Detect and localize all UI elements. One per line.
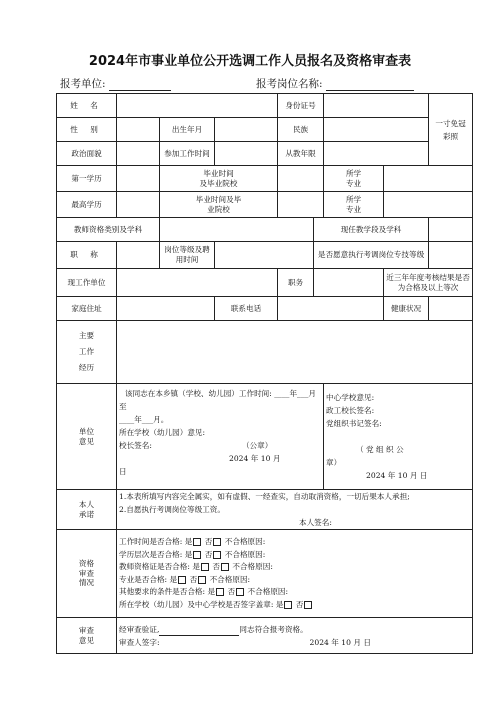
highest-major-cell[interactable] [384, 192, 473, 218]
address-cell[interactable] [117, 297, 215, 321]
post-level-label: 岗位等级及聘 用时间 [160, 242, 215, 269]
name-label: 姓 名 [57, 94, 117, 118]
first-grad-school-cell[interactable] [278, 166, 324, 192]
first-major-label: 所学 专业 [324, 166, 384, 192]
checkbox-icon[interactable] [284, 601, 292, 609]
qualification-review-label: 资格 审查 情况 [57, 530, 117, 618]
id-number-cell[interactable] [324, 94, 429, 118]
qual-line-major: 专业是否合格: 是 否 不合格原因: [119, 574, 251, 584]
report-unit-field [60, 76, 171, 91]
first-degree-cell[interactable] [117, 166, 160, 192]
party-secretary-sign: 党组织书记签名: [326, 419, 382, 428]
birth-cell[interactable] [215, 118, 278, 142]
school-opinion-cell[interactable] [117, 384, 324, 490]
address-label: 家庭住址 [57, 297, 117, 321]
highest-degree-label: 最高学历 [57, 192, 117, 218]
party-seal-label: （ 党 组 织 公 [356, 445, 404, 454]
teacher-cert-cell[interactable] [160, 218, 314, 242]
qual-line-education: 学历层次是否合格: 是 否 不合格原因: [119, 549, 266, 559]
commitment-line-2: 2.自愿执行考调岗位等级工资。 [119, 505, 225, 514]
qual-line-signature-seal: 所在学校（幼儿园）及中心学校是否签字盖章: 是 否 [119, 599, 470, 612]
duty-label: 职务 [278, 269, 314, 297]
qual-line-other: 其他要求的条件是否合格: 是 否 不合格原因: [119, 587, 289, 596]
qual-line-teacher-cert: 教师资格证是否合格: 是 否 不合格原因: [119, 562, 273, 571]
center-school-opinion-cell[interactable] [324, 384, 473, 490]
principal-sign-line [119, 439, 321, 452]
checkbox-icon[interactable] [213, 551, 221, 559]
report-post-label: 报考岗位名称: [256, 78, 323, 90]
checkbox-icon[interactable] [221, 563, 229, 571]
center-school-date: 2024 年 10 月 日 [366, 471, 428, 480]
teaching-years-label: 从教年限 [278, 142, 324, 166]
health-label: 健康状况 [384, 297, 429, 321]
first-degree-label: 第一学历 [57, 166, 117, 192]
photo-label-1: 一寸免冠 [435, 118, 466, 128]
accept-level-label: 是否愿意执行考调岗位专技等级 [314, 242, 429, 269]
highest-degree-cell[interactable] [117, 192, 160, 218]
birth-label: 出生年月 [160, 118, 215, 142]
review-line-2: 审查人签字: 2024 年 10 月 日 [119, 637, 371, 647]
checkbox-icon[interactable] [216, 588, 224, 596]
assessment-label: 近三年年度考核结果是否 为合格及以上等次 [384, 269, 473, 297]
commitment-line-1: 1.本表所填写内容完全属实，如有虚假、一经查实，自动取消资格，一切后果本人承担; [119, 492, 410, 501]
current-subject-label: 现任教学段及学科 [314, 218, 429, 242]
reviewed-person-blank[interactable] [159, 626, 239, 636]
application-form-table [56, 93, 473, 654]
work-time-line: 该同志在本乡镇（学校、幼儿园）工作时间: ____年___月 [125, 389, 317, 398]
id-number-label: 身份证号 [278, 94, 324, 118]
report-post-field [256, 76, 414, 91]
teacher-cert-label: 教师资格类别及学科 [57, 218, 160, 242]
accept-level-cell[interactable] [429, 242, 473, 269]
qualification-review-cell[interactable] [117, 530, 473, 618]
ethnicity-label: 民族 [278, 118, 324, 142]
name-cell[interactable] [117, 94, 278, 118]
center-school-opinion-label: 中心学校意见: [326, 393, 375, 402]
work-time-to: 至 [119, 402, 127, 411]
report-unit-blank[interactable] [109, 79, 171, 91]
commitment-cell[interactable] [117, 490, 473, 530]
political-principal-sign: 政工校长签名: [326, 406, 375, 415]
current-subject-cell[interactable] [429, 218, 473, 242]
photo-label-2: 彩照 [442, 131, 459, 141]
review-line-1: 经审查验证, 同志符合报考资格。 [119, 624, 308, 634]
checkbox-icon[interactable] [213, 538, 221, 546]
work-time-end: ____年___月。 [119, 415, 169, 424]
phone-label: 联系电话 [215, 297, 278, 321]
main-experience-label: 主要 工作 经历 [57, 321, 117, 384]
politics-cell[interactable] [117, 142, 160, 166]
unit-opinion-label: 单位 意见 [57, 384, 117, 490]
form-title: 2024年市事业单位公开选调工作人员报名及资格审查表 [88, 54, 412, 69]
phone-cell[interactable] [278, 297, 384, 321]
post-level-cell[interactable] [215, 242, 314, 269]
highest-major-label: 所学 专业 [324, 192, 384, 218]
photo-box[interactable] [429, 94, 473, 166]
review-opinion-cell[interactable] [117, 618, 473, 654]
health-cell[interactable] [429, 297, 473, 321]
commitment-signature: 本人签名: [299, 518, 332, 527]
checkbox-icon[interactable] [198, 576, 206, 584]
gender-cell[interactable] [117, 118, 160, 142]
title-rank-label: 职 称 [57, 242, 117, 269]
work-start-cell[interactable] [215, 142, 278, 166]
school-date-day: 日 [119, 467, 127, 476]
checkbox-icon[interactable] [178, 576, 186, 584]
party-seal-end: 章） [326, 458, 342, 467]
politics-label: 政治面貌 [57, 142, 117, 166]
checkbox-icon[interactable] [201, 563, 209, 571]
principal-sign-label: 校长签名: [119, 441, 152, 450]
first-major-cell[interactable] [384, 166, 473, 192]
report-unit-label: 报考单位: [60, 78, 106, 90]
official-seal-label: （公章） [241, 441, 273, 450]
personal-commitment-label: 本人 承诺 [57, 490, 117, 530]
teaching-years-cell[interactable] [324, 142, 429, 166]
checkbox-icon[interactable] [193, 538, 201, 546]
first-grad-school-label: 毕业时间 及毕业院校 [160, 166, 278, 192]
current-unit-cell[interactable] [117, 269, 278, 297]
school-opinion-label: 所在学校（幼儿园）意见: [119, 428, 206, 437]
ethnicity-cell[interactable] [324, 118, 429, 142]
duty-cell[interactable] [314, 269, 384, 297]
checkbox-icon[interactable] [236, 588, 244, 596]
qual-line-worktime: 工作时间是否合格: 是 否 不合格原因: [119, 537, 266, 546]
main-experience-cell[interactable] [117, 321, 473, 384]
highest-grad-school-label: 毕业时间及毕 业院校 [160, 192, 278, 218]
current-unit-label: 现工作单位 [57, 269, 117, 297]
school-date-line: 2024 年 10 月 [229, 454, 281, 463]
highest-grad-school-cell[interactable] [278, 192, 324, 218]
work-start-label: 参加工作时间 [160, 142, 215, 166]
title-rank-cell[interactable] [117, 242, 160, 269]
gender-label: 性 别 [57, 118, 117, 142]
checkbox-icon[interactable] [193, 551, 201, 559]
checkbox-icon[interactable] [304, 601, 312, 609]
review-opinion-label: 审查 意见 [57, 618, 117, 654]
report-post-blank[interactable] [326, 79, 414, 91]
